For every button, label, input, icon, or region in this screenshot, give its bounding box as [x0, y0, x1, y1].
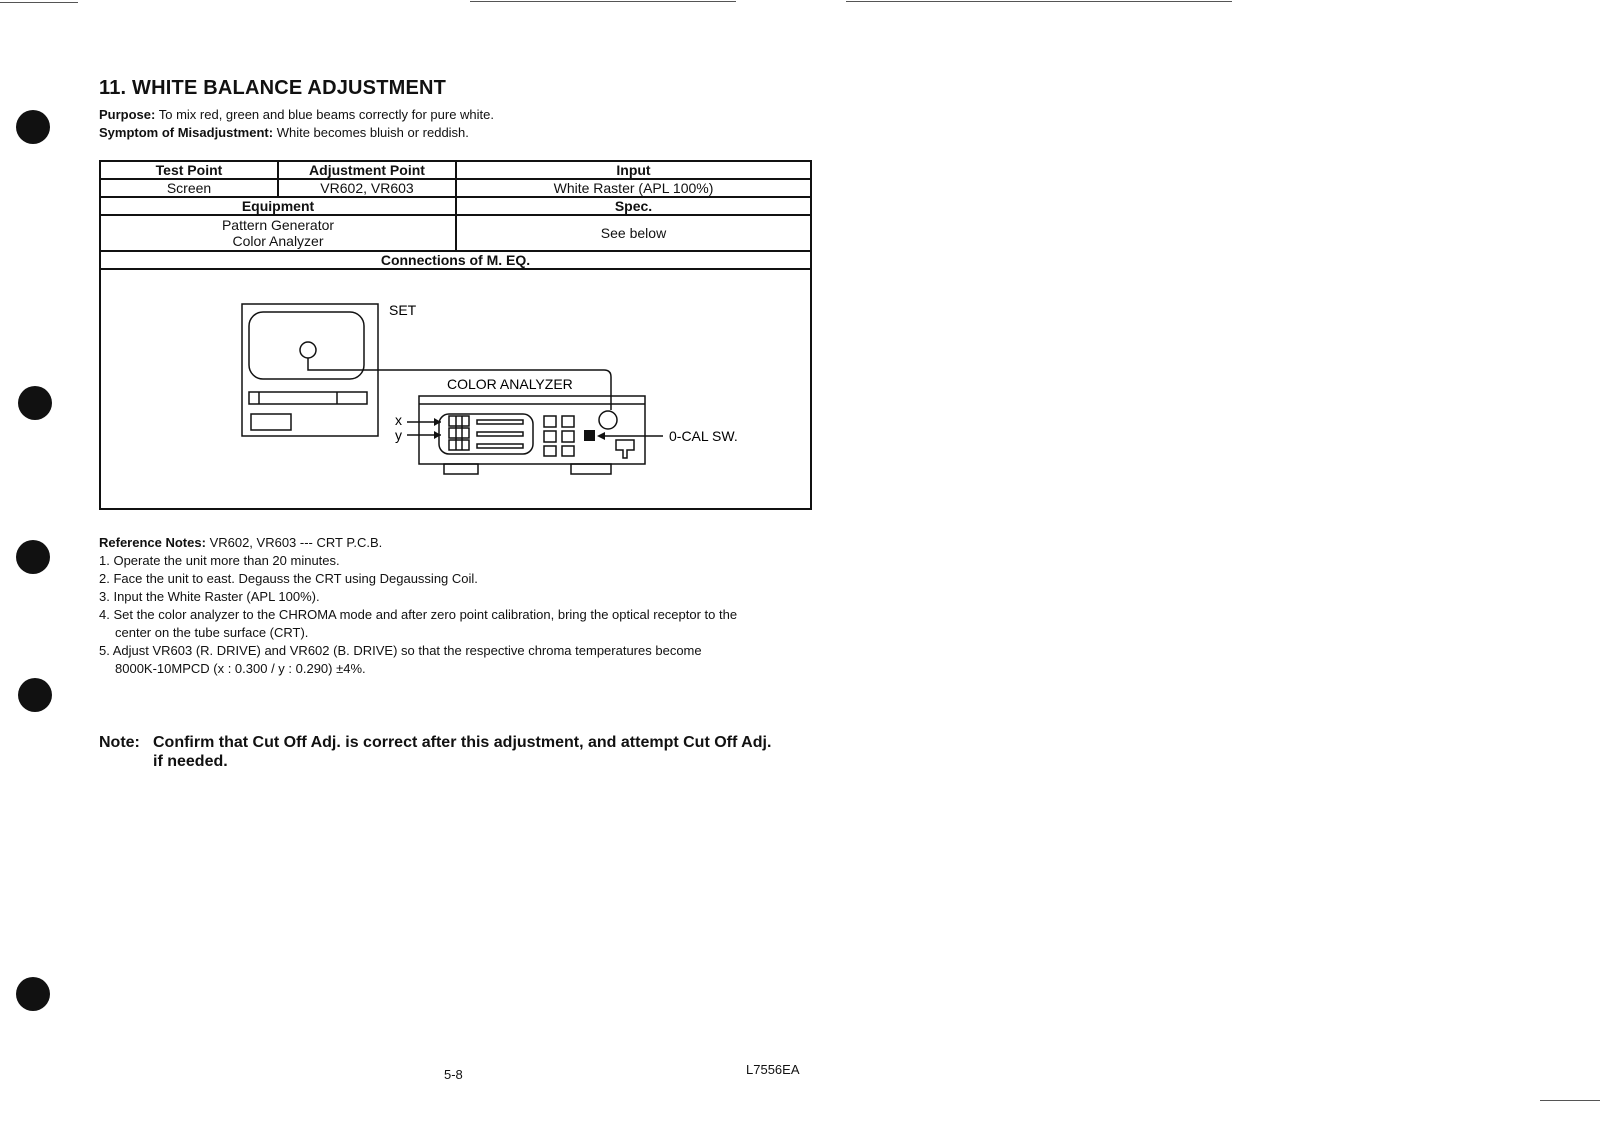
- set-label: SET: [389, 302, 417, 318]
- step-item: 2. Face the unit to east. Degauss the CRT using Degaussing Coil.: [99, 571, 478, 586]
- color-analyzer-label: COLOR ANALYZER: [447, 376, 573, 392]
- binder-hole: [18, 386, 52, 420]
- reference-notes-label: Reference Notes:: [99, 535, 206, 550]
- x-label: x: [395, 412, 402, 428]
- page-number: 5-8: [444, 1067, 463, 1082]
- header-adjustment-point: Adjustment Point: [278, 161, 456, 179]
- symptom-line: [99, 125, 469, 140]
- tv-lower-panel: [251, 414, 291, 430]
- top-rule-right: [846, 1, 1232, 2]
- header-equipment: Equipment: [100, 197, 456, 215]
- symptom-label: Symptom of Misadjustment:: [99, 125, 274, 140]
- header-spec: Spec.: [456, 197, 811, 215]
- step-item: 4. Set the color analyzer to the CHROMA mode and after zero point calibration, bring the optical receptor to the: [99, 607, 738, 622]
- document-code: L7556EA: [746, 1062, 800, 1077]
- page-title: 11. WHITE BALANCE ADJUSTMENT: [99, 77, 447, 99]
- step-item: 3. Input the White Raster (APL 100%).: [99, 589, 320, 604]
- header-connections: Connections of M. EQ.: [100, 251, 811, 269]
- ocal-switch-label: 0-CAL SW.: [669, 428, 738, 444]
- reference-notes-text: VR602, VR603 --- CRT P.C.B.: [209, 535, 383, 550]
- value-test-point: Screen: [100, 179, 278, 197]
- connection-diagram-cell: [100, 269, 811, 509]
- y-label: y: [395, 427, 402, 443]
- note-line-1: Confirm that Cut Off Adj. is correct after this adjustment, and attempt Cut Off Adj.: [153, 734, 772, 751]
- final-note: [99, 733, 771, 771]
- binder-hole: [16, 977, 50, 1011]
- top-rule-left: [0, 2, 78, 3]
- tv-screen: [249, 312, 364, 379]
- spec-value: See below: [456, 215, 811, 251]
- step-item: 5. Adjust VR603 (R. DRIVE) and VR602 (B. DRIVE) so that the respective chroma temperatures become: [99, 643, 702, 658]
- equipment-cell: [100, 215, 456, 251]
- purpose-line: [99, 107, 494, 122]
- equipment-item: Pattern Generator: [221, 217, 335, 233]
- equipment-item: Color Analyzer: [232, 233, 324, 249]
- analyzer-sensor-port: [599, 411, 617, 429]
- ocal-switch: [584, 430, 595, 441]
- step-item: 1. Operate the unit more than 20 minutes.: [99, 553, 340, 568]
- analyzer-knob: [616, 440, 634, 458]
- binder-hole: [18, 678, 52, 712]
- binder-hole: [16, 540, 50, 574]
- top-rule-middle: [470, 1, 736, 2]
- tv-control-strip: [249, 392, 367, 404]
- value-adjustment-point: VR602, VR603: [278, 179, 456, 197]
- connection-diagram: [101, 270, 810, 508]
- note-label: Note:: [99, 734, 140, 751]
- binder-hole: [16, 110, 50, 144]
- bottom-rule-right: [1540, 1100, 1600, 1101]
- purpose-text: To mix red, green and blue beams correctly for pure white.: [158, 107, 495, 122]
- purpose-label: Purpose:: [99, 107, 156, 122]
- header-test-point: Test Point: [100, 161, 278, 179]
- note-line-2: if needed.: [153, 753, 228, 770]
- reference-notes-line: [99, 535, 382, 550]
- optical-probe: [300, 342, 316, 358]
- step-item-continued: 8000K-10MPCD (x : 0.300 / y : 0.290) ±4%.: [115, 661, 366, 676]
- step-item-continued: center on the tube surface (CRT).: [115, 625, 309, 640]
- symptom-text: White becomes bluish or reddish.: [276, 125, 469, 140]
- adjustment-table: [99, 160, 812, 510]
- value-input: White Raster (APL 100%): [456, 179, 811, 197]
- header-input: Input: [456, 161, 811, 179]
